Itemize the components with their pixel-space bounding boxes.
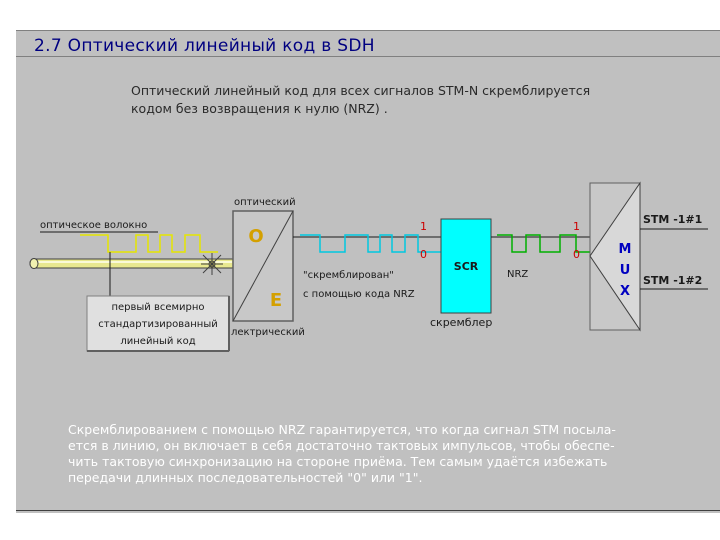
- callout-line: стандартизированный: [98, 319, 218, 330]
- nrz-label: NRZ: [507, 269, 529, 280]
- converter-e-label: E: [269, 290, 283, 311]
- callout-line: первый всемирно: [111, 302, 205, 313]
- explanation-text: [68, 422, 616, 486]
- level-one-label: 1: [420, 220, 427, 233]
- optical-waveform: [80, 235, 218, 252]
- mux-letter: X: [619, 284, 631, 299]
- intro-line: Оптический линейный код для всех сигналов STM-N скремблируется: [131, 83, 591, 98]
- level-zero-label: 0: [420, 248, 427, 261]
- scrambler-label: скремблер: [430, 316, 493, 329]
- mux-letter: U: [619, 263, 631, 278]
- explanation-line: Скремблированием с помощью NRZ гарантируется, что когда сигнал STM посыла-: [68, 422, 616, 437]
- stm-output-2: STM -1#2: [643, 274, 703, 287]
- light-burst-icon: [201, 253, 223, 275]
- fiber-end: [30, 259, 38, 269]
- scrambled-label: "скремблирован": [303, 270, 394, 281]
- fiber-label: оптическое волокно: [40, 220, 148, 231]
- explanation-line: чить тактовую синхронизацию на стороне приёма. Тем самым удаётся избежать: [68, 454, 608, 469]
- level-zero-label: 0: [573, 248, 580, 261]
- converter-o-label: O: [248, 226, 264, 247]
- scrambled-label: с помощью кода NRZ: [303, 289, 415, 300]
- scr-label: SCR: [453, 260, 479, 273]
- intro-line: кодом без возвращения к нулю (NRZ) .: [131, 101, 388, 116]
- electrical-label: лектрический: [231, 327, 305, 338]
- explanation-line: ется в линию, он включает в себя достаточно тактовых импульсов, чтобы обеспе-: [68, 438, 615, 453]
- mux-letter: M: [618, 242, 632, 257]
- bottom-divider: [16, 510, 720, 511]
- optical-label: оптический: [234, 197, 296, 208]
- explanation-line: передачи длинных последовательностей "0" или "1".: [68, 470, 423, 485]
- page-title: 2.7 Оптический линейный код в SDH: [34, 36, 375, 56]
- level-one-label: 1: [573, 220, 580, 233]
- callout-line: линейный код: [120, 336, 196, 347]
- oe-converter: [233, 211, 293, 321]
- mux-block: [590, 183, 640, 330]
- stm-output-1: STM -1#1: [643, 213, 703, 226]
